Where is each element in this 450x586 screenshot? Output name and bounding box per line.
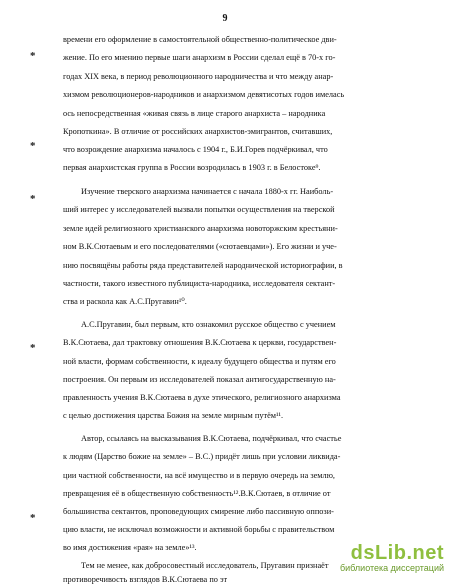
page-number: 9	[222, 13, 228, 24]
text-line: хизмом революционеров-народников и анархизмом девятисотых годов имелась	[63, 90, 345, 99]
margin-mark: *	[30, 193, 36, 205]
text-line: Автор, ссылаясь на высказывания В.К.Сютаева, подчёркивал, что счастье	[81, 434, 342, 443]
text-line: Кропоткина». В отличие от российских анархистов-эмигрантов, считавших,	[63, 127, 333, 136]
text-line: что возрождение анархизма началось с 1904 г., Б.И.Горев подчёркивал, что	[63, 145, 328, 154]
text-line: правленность учения В.К.Сютаева в духе этического, религиозного анархизма	[63, 393, 341, 402]
margin-mark: *	[30, 342, 36, 354]
margin-mark: *	[30, 140, 36, 152]
text-line: с целью достижения царства Божия на земле мирным путём¹¹.	[63, 411, 284, 420]
margin-mark: *	[30, 50, 36, 62]
text-line: ось непосредственная «живая связь в лице старого анархиста – народника	[63, 109, 326, 118]
text-line: большинства сектантов, проповедующих смирение либо пассивную оппози-	[63, 507, 334, 516]
text-line: ной власти, формам собственности, к идеалу будущего общества и путям его	[63, 357, 336, 366]
text-line: жение. По его мнению первые шаги анархизм в России сделал ещё в 70-х го-	[63, 53, 336, 62]
watermark	[304, 542, 444, 576]
text-line: В.К.Сютаева, дал трактовку отношения В.К.Сютаева к церкви, государствен-	[63, 338, 337, 347]
text-line: ции частной собственности, на всё имущество и в первую очередь на землю,	[63, 471, 335, 480]
text-line: земле идей религиозного христианского анархизма новоторжским крестьяни-	[63, 224, 338, 233]
text-line: во имя достижения «рая» на земле»¹³.	[63, 543, 197, 552]
text-line: ший интерес у исследователей вызвали попытки осуществления на тверской	[63, 205, 335, 214]
text-line: Тем не менее, как добросовестный исследователь, Пругавин признаёт	[81, 561, 329, 570]
text-line: Изучение тверского анархизма начинается с начала 1880-х гг. Наиболь-	[81, 187, 334, 196]
text-line: первая анархистская группа в России возродилась в 1903 г. в Белостоке⁹.	[63, 163, 321, 172]
text-line: ном В.К.Сютаевым и его последователями («сютаевцами»). Его жизни и уче-	[63, 242, 337, 251]
text-line: А.С.Пругавин, был первым, кто ознакомил русское общество с учением	[81, 320, 336, 329]
text-line: годах XIX века, в период революционного народничества и что между анар-	[63, 72, 334, 81]
text-line: превращения её в общественную собственность¹².В.К.Сютаев, в отличие от	[63, 489, 331, 498]
text-line: цию власти, не исключал возможности и активной борьбы с правительством	[63, 525, 335, 534]
text-line: нию посвящёны работы ряда представителей народнической историографии, в	[63, 261, 343, 270]
text-line: к людям (Царство божие на земле» – В.С.) придёт лишь при условии ликвида-	[63, 452, 341, 461]
margin-mark: *	[30, 512, 36, 524]
text-line: построения. Он первым из исследователей показал антигосударственную на-	[63, 375, 336, 384]
document-body	[63, 0, 433, 582]
text-line: времени его оформление в самостоятельной общественно-политическое дви-	[63, 35, 337, 44]
text-line: противоречивость взглядов В.К.Сютаева по эт	[63, 575, 228, 584]
text-line: частности, такого известного публициста-народника, исследователя сектант-	[63, 279, 336, 288]
text-line: ства и раскола как А.С.Пругавин¹⁰.	[63, 297, 187, 306]
watermark-title: dsLib.net	[350, 542, 444, 564]
watermark-subtitle: библиотека диссертаций	[339, 563, 444, 573]
